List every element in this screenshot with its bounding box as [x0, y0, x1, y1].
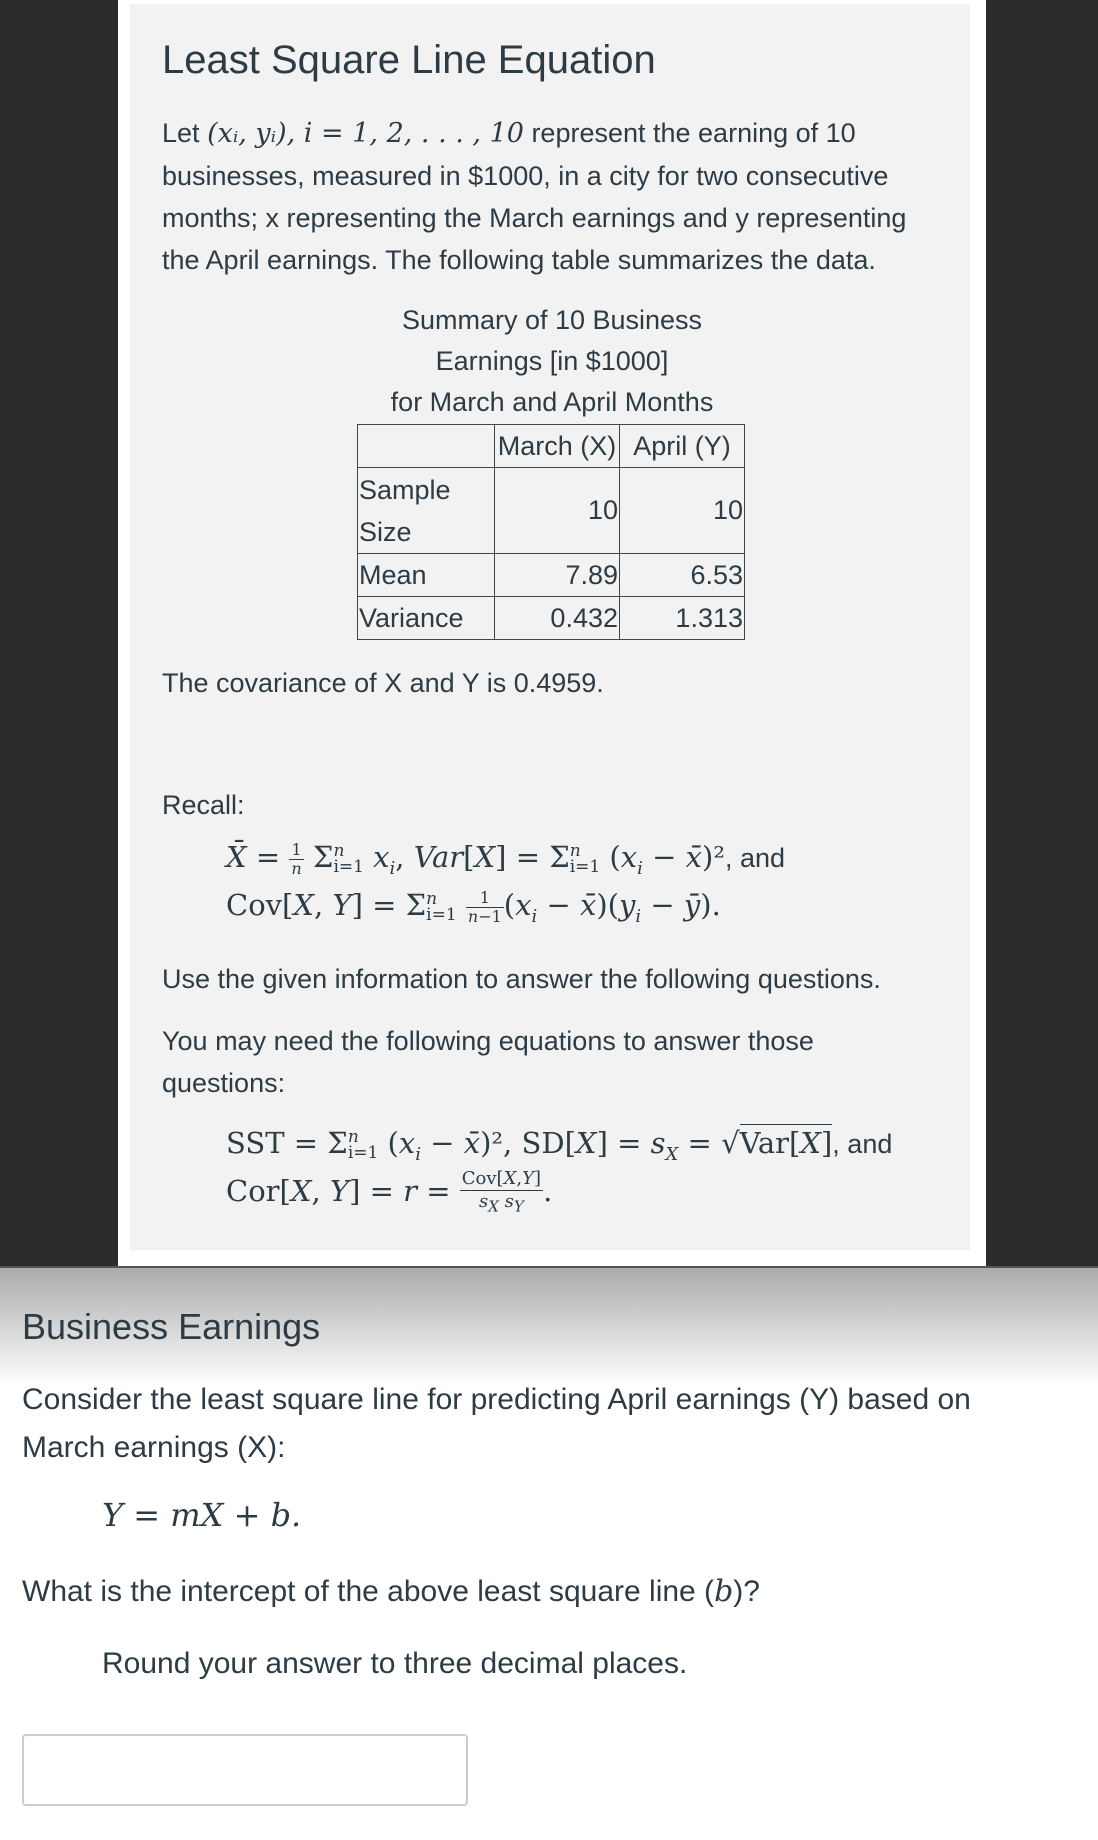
- intro-line4: the April earnings. The following table summarizes the data.: [162, 245, 876, 275]
- ask-variable: b: [714, 1574, 734, 1609]
- question-heading: Business Earnings: [22, 1306, 321, 1347]
- table-header-cell: April (Y): [620, 425, 745, 468]
- recall-label: Recall:: [162, 790, 245, 820]
- question-line: March earnings (X):: [22, 1431, 286, 1464]
- table-header-cell: March (X): [495, 425, 620, 468]
- correlation-formula: Cor[X, Y] = r = $\frac{\text{Cov[X,Y]}}{s_X s_Y}$ .: [226, 1168, 553, 1216]
- formula1-and: , and: [724, 843, 786, 873]
- question-line: Consider the least square line for predicting April earnings (Y) based on: [22, 1383, 971, 1416]
- table-cell: 10: [620, 468, 745, 554]
- use-info-text: Use the given information to answer the following questions.: [162, 964, 881, 994]
- answer-input[interactable]: [22, 1734, 468, 1806]
- intro-line1-rest: represent the earning of 10: [523, 118, 856, 148]
- table-row-label: Mean: [358, 554, 495, 597]
- ask-post: )?: [733, 1575, 760, 1608]
- section-divider: [0, 1266, 1098, 1268]
- mean-variance-formula: X̄ = $\frac{1}{n}$ Σ n i=1 $x_i$, Var[X] = Σ n i=1 ($x_i$ − x̄)², and: [226, 839, 786, 879]
- intro-line2: businesses, measured in $1000, in a city for two consecutive: [162, 161, 889, 191]
- question-text: [22, 1376, 1082, 1472]
- table-cell: 7.89: [495, 554, 620, 597]
- summary-table: [357, 424, 745, 640]
- formula2-and: , and: [832, 1129, 893, 1159]
- table-caption-line: Earnings [in $1000]: [435, 346, 669, 376]
- ask-pre: What is the intercept of the above least square line (: [22, 1575, 715, 1608]
- intro-line3: months; x representing the March earnings and y representing: [162, 203, 907, 233]
- intro-math: (xᵢ, yᵢ), i = 1, 2, . . . , 10: [207, 118, 524, 149]
- table-caption-line: Summary of 10 Business: [401, 305, 703, 335]
- sst-sd-formula: SST = Σ n i=1 ($x_i$ − x̄)², $SD[X] = s_X = √Var[X]$, and: [226, 1126, 893, 1165]
- table-cell: 1.313: [620, 597, 745, 640]
- intro-lead: Let: [162, 118, 200, 148]
- rounding-instruction: Round your answer to three decimal places.: [102, 1647, 688, 1680]
- problem-title: Least Square Line Equation: [162, 38, 656, 82]
- table-cell: 10: [495, 468, 620, 554]
- table-header-row: [358, 425, 745, 468]
- table-caption-line: for March and April Months: [390, 387, 714, 417]
- table-row: [358, 597, 745, 640]
- covariance-formula: Cov[X, Y] = Σ n i=1 $\frac{1}{n-1}$ ($x_i$ − $x̄)(y_i$ − ȳ).: [226, 887, 721, 927]
- table-row-label-line: Sample: [359, 474, 451, 505]
- covariance-text: The covariance of X and Y is 0.4959.: [162, 668, 604, 698]
- line-equation: Y = mX + b.: [102, 1496, 302, 1534]
- table-row: [358, 468, 745, 554]
- intercept-question: [22, 1568, 760, 1616]
- table-row-label-line: Size: [359, 516, 412, 547]
- table-row: [358, 554, 745, 597]
- table-cell: 0.432: [495, 597, 620, 640]
- table-cell: 6.53: [620, 554, 745, 597]
- may-need-text: [162, 1020, 962, 1104]
- may-need-line: questions:: [162, 1068, 286, 1098]
- intro-paragraph: [162, 112, 962, 281]
- table-header-cell: [358, 425, 495, 468]
- may-need-line: You may need the following equations to answer those: [162, 1026, 814, 1056]
- table-row-label: Variance: [358, 597, 495, 640]
- table-row-label: [358, 468, 495, 554]
- table-caption: [358, 300, 746, 423]
